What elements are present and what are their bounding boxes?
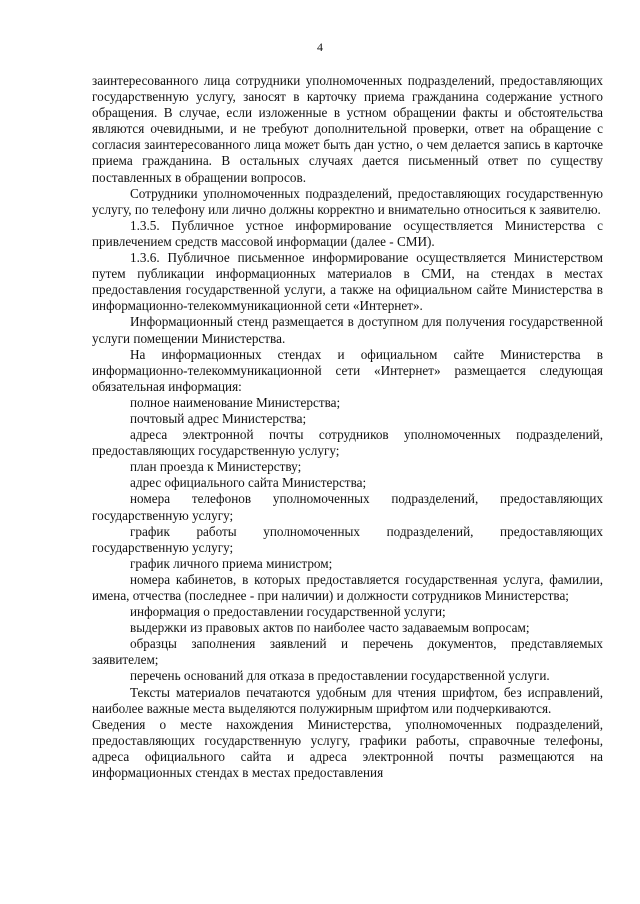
paragraph: номера кабинетов, в которых предоставляется государственная услуга, фамилии, имена, отчества (последнее - при наличии) и должности сотрудников Министерства;: [92, 571, 603, 603]
paragraph: На информационных стендах и официальном сайте Министерства в информационно-телекоммуникационной сети «Интернет» размещается следующая обязательная информация:: [92, 346, 603, 394]
paragraph: график работы уполномоченных подразделений, предоставляющих государственную услугу;: [92, 523, 603, 555]
paragraph: план проезда к Министерству;: [130, 459, 302, 475]
paragraph: Информационный стенд размещается в доступном для получения государственной услуги помещении Министерства.: [92, 314, 603, 346]
paragraph: заинтересованного лица сотрудники уполномоченных подразделений, предоставляющих государственную услугу, заносят в карточку приема гражданина содержание устного обращения. В случае, если изложенные в устном обращении факты и обстоятельства являются очевидными, и не требуют дополнительной проверки, ответ на обращение с согласия заинтересованного лица может быть дан устно, о чем делается запись в карточке приема гражданина. В остальных случаях дается письменный ответ по существу поставленных в обращении вопросов.: [92, 73, 603, 185]
paragraph: Сотрудники уполномоченных подразделений, предоставляющих государственную услугу, по телефону или лично должны корректно и внимательно относиться к заявителю.: [92, 185, 603, 217]
paragraph: Тексты материалов печатаются удобным для чтения шрифтом, без исправлений, наиболее важные места выделяются полужирным шрифтом или подчеркиваются.: [92, 684, 603, 716]
paragraph: перечень оснований для отказа в предоставлении государственной услуги.: [130, 668, 550, 684]
paragraph: информация о предоставлении государственной услуги;: [130, 604, 446, 620]
paragraph: 1.3.5. Публичное устное информирование осуществляется Министерства с привлечением средств массовой информации (далее - СМИ).: [92, 217, 603, 249]
paragraph: образцы заполнения заявлений и перечень документов, представляемых заявителем;: [92, 636, 603, 668]
paragraph: почтовый адрес Министерства;: [130, 410, 307, 426]
paragraph: номера телефонов уполномоченных подразделений, предоставляющих государственную услугу;: [92, 491, 603, 523]
paragraph: выдержки из правовых актов по наиболее часто задаваемым вопросам;: [130, 620, 530, 636]
page-number: 4: [317, 40, 323, 54]
paragraph: адрес официального сайта Министерства;: [130, 475, 367, 491]
paragraph: полное наименование Министерства;: [130, 394, 341, 410]
paragraph: Сведения о месте нахождения Министерства, уполномоченных подразделений, предоставляющих государственную услугу, графики работы, справочные телефоны, адреса официального сайта и адреса электронной почты размещаются на информационных стендах в местах предоставления: [92, 716, 603, 781]
paragraph: адреса электронной почты сотрудников уполномоченных подразделений, предоставляющих государственную услугу;: [92, 427, 603, 459]
paragraph: 1.3.6. Публичное письменное информирование осуществляется Министерством путем публикации информационных материалов в СМИ, на стендах в местах предоставления государственной услуги, а также на официальном сайте Министерства в информационно-телекоммуникационной сети «Интернет».: [92, 250, 603, 314]
paragraph: график личного приема министром;: [130, 555, 333, 571]
document-body: [92, 73, 603, 781]
